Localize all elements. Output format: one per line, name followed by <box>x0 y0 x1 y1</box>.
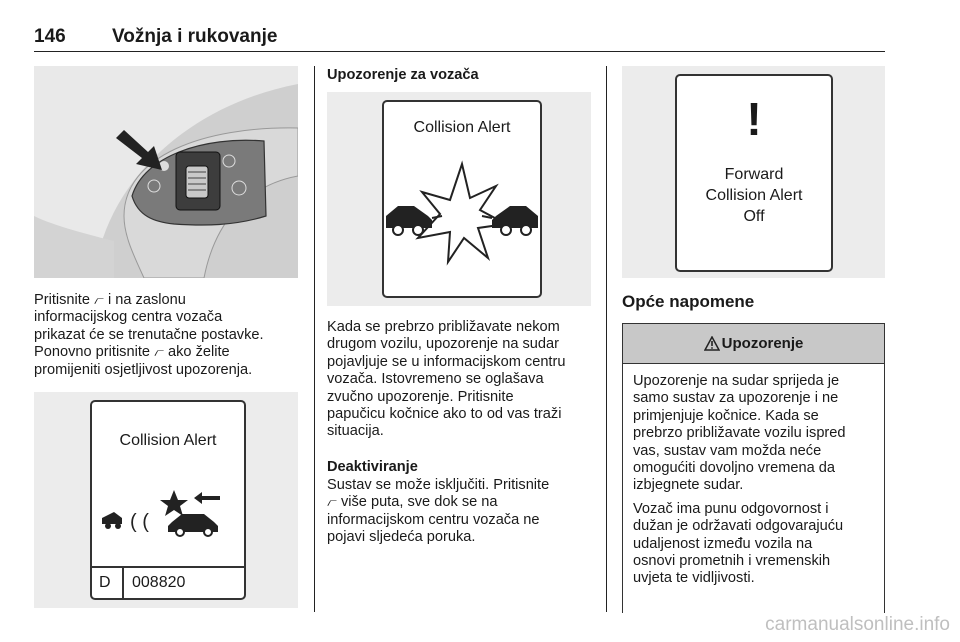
warning-triangle-icon <box>704 336 720 351</box>
message-line-3: Off <box>743 208 765 225</box>
warning-paragraph-2: Vozač ima punu odgovornost i dužan je održavati odgovarajuću udaljenost između vozila na osnovi prometnih i vremenskih uvjeta te vidljivosti. <box>633 500 844 587</box>
display-cell-left: D <box>99 574 111 591</box>
page-header <box>34 26 885 52</box>
alert-description: Kada se prebrzo približavate nekom drugom vozilu, upozorenje na sudar pojavljuje se u informacijskom centru vozača. Istovremeno se oglašava zvučno upozorenje. Pritisnite papučicu kočnice ako to od vas traži situacija. <box>327 319 566 440</box>
page-title: Vožnja i rukovanje <box>112 26 278 47</box>
collision-alert-icon <box>96 484 242 538</box>
section-heading: Upozorenje za vozača <box>327 67 479 83</box>
warning-symbol: ! <box>746 93 762 145</box>
warning-paragraph-1: Upozorenje na sudar sprijeda je samo sustav za upozorenje i ne primjenjuje kočnice. Kada se prebrzo približavate vozilu ispred vas, sustav vam možda neće omogućiti dovoljno vremena da izbjegnete sudar. <box>633 373 846 494</box>
sensitivity-display-image <box>34 392 298 608</box>
message-line-1: Forward <box>724 166 784 183</box>
display-cell-right: 008820 <box>132 574 186 591</box>
steering-wheel-illustration <box>34 66 298 278</box>
collision-alert-icon: ⦧ <box>94 293 104 307</box>
watermark: carmanualsonline.info <box>765 614 950 635</box>
collision-alert-icon: ⦧ <box>154 345 164 360</box>
collision-alert-image <box>327 92 591 306</box>
warning-title: Upozorenje <box>721 335 804 352</box>
collision-alert-icon: ⦧ <box>327 495 337 510</box>
alert-title: Collision Alert <box>413 119 511 136</box>
message-line-2: Collision Alert <box>705 187 803 204</box>
forward-collision-off-image <box>622 66 885 278</box>
display-title: Collision Alert <box>119 432 217 449</box>
warning-header <box>623 324 884 364</box>
column-divider <box>606 66 607 612</box>
intro-paragraph: Pritisnite ⦧ i na zaslonu informacijskog centra vozača prikazat će se trenutačne postavke. Ponovno pritisnite ⦧ ako želite promijeniti osjetljivost upozorenja. <box>34 292 264 378</box>
column-divider <box>314 66 315 612</box>
page-number: 146 <box>34 26 66 47</box>
svg-text:( (: ( ( <box>130 511 149 533</box>
collision-alert-icon <box>384 146 540 296</box>
warning-box <box>622 323 885 613</box>
deactivation-paragraph: Sustav se može isključiti. Pritisnite ⦧ više puta, sve dok se na informacijskom centru vozača ne pojavi sljedeća poruka. <box>327 477 550 546</box>
deactivation-heading: Deaktiviranje <box>327 459 418 475</box>
general-notes-heading: Opće napomene <box>622 292 755 311</box>
